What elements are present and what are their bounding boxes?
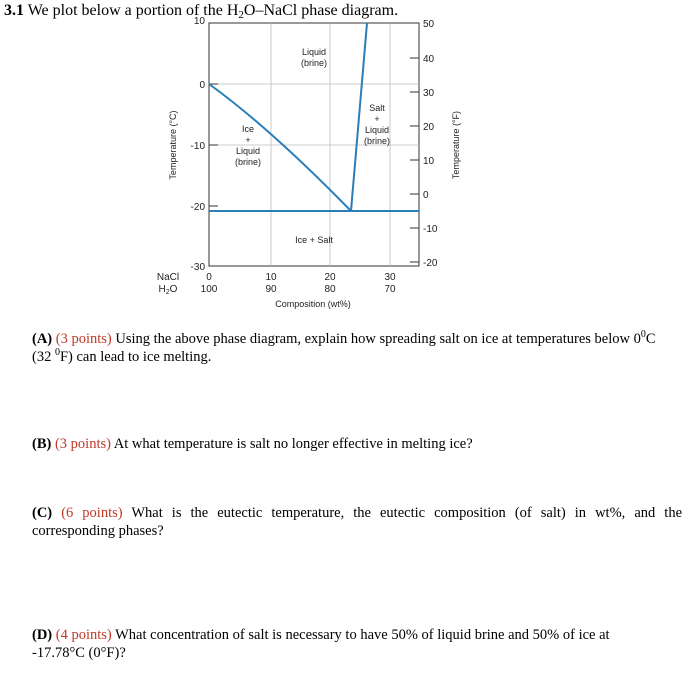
heading-subscript: 2	[238, 9, 244, 21]
salt-label-1: Salt	[369, 103, 385, 113]
question-b-points: (3 points)	[54, 436, 111, 452]
x-tick-nacl-30: 30	[384, 272, 396, 283]
f-tick-20: 20	[423, 122, 435, 133]
question-a	[32, 330, 682, 366]
question-a-sup-1: 0	[640, 329, 646, 340]
salt-label-4: (brine)	[363, 136, 391, 146]
y-tick-m30: -30	[190, 262, 205, 273]
y-tick-10: 10	[193, 16, 205, 27]
x-tick-nacl-0: 0	[206, 272, 212, 283]
ice-salt-label: Ice + Salt	[295, 235, 333, 245]
question-a-text-4: F) can lead to ice melting.	[59, 349, 212, 365]
salt-label-3: Liquid	[364, 125, 390, 135]
question-a-text-1: Using the above phase diagram, explain how spreading salt on ice at temperatures below 0	[115, 331, 641, 347]
question-d-label: (D)	[32, 627, 53, 643]
question-a-text-2: C	[645, 331, 656, 347]
question-c-points: (6 points)	[61, 505, 123, 521]
f-tick-50: 50	[423, 19, 435, 30]
region-labels	[235, 47, 390, 245]
x-row-label-nacl: NaCl	[156, 272, 180, 283]
x-axis-title: Composition (wt%)	[275, 299, 351, 309]
question-d-points: (4 points)	[55, 627, 112, 643]
question-b-label: (B)	[32, 436, 52, 452]
question-a-text-3: (32	[32, 349, 55, 365]
x-tick-nacl-20: 20	[324, 272, 336, 283]
heading-text-before: We plot below a portion of the H	[27, 2, 239, 19]
liquid-label-1: Liquid	[301, 47, 327, 57]
f-tick-30: 30	[423, 88, 435, 99]
ice-label-1: Ice	[241, 124, 255, 134]
x-tick-nacl-10: 10	[265, 272, 277, 283]
question-b-text: At what temperature is salt no longer effective in melting ice?	[113, 436, 473, 452]
f-tick-10: 10	[423, 156, 435, 167]
salt-liquidus-line	[351, 23, 367, 211]
f-tick-40: 40	[423, 54, 435, 65]
x-tick-h2o-90: 90	[265, 284, 277, 295]
ice-label-3: Liquid	[235, 146, 261, 156]
f-tick-m10: -10	[423, 224, 438, 235]
right-tick-labels	[423, 19, 438, 269]
x-row-label-h2o: $H_2O$	[158, 284, 178, 296]
heading-text-mid: O–NaCl phase diagram.	[243, 2, 399, 19]
right-axis-title: Temperature (°F)	[451, 110, 461, 180]
question-d-text-2: -17.78°C (0°F)?	[32, 645, 126, 661]
phase-diagram	[0, 0, 700, 320]
problem-number: 3.1	[4, 2, 24, 19]
f-tick-0: 0	[423, 190, 429, 201]
question-a-label: (A)	[32, 331, 53, 347]
salt-label-2: +	[374, 114, 380, 124]
question-b	[32, 435, 682, 453]
question-a-points: (3 points)	[55, 331, 112, 347]
right-axis-ticks	[410, 23, 419, 262]
f-tick-m20: -20	[423, 258, 438, 269]
left-axis-title: Temperature (°C)	[168, 110, 178, 180]
left-tick-labels	[191, 16, 206, 273]
x-tick-h2o-100: 100	[200, 284, 218, 295]
x-tick-labels	[157, 272, 396, 296]
ice-label-2: +	[245, 135, 251, 145]
y-tick-m20: -20	[190, 202, 205, 213]
question-d-text-1: What concentration of salt is necessary to have 50% of liquid brine and 50% of ice at	[115, 627, 610, 643]
question-c-text: What is the eutectic temperature, the eutectic composition (of salt) in wt%, and the corresponding phases?	[32, 505, 683, 539]
x-tick-h2o-80: 80	[324, 284, 336, 295]
left-axis-ticks	[209, 23, 218, 266]
ice-label-4: (brine)	[234, 157, 262, 167]
question-c-label: (C)	[32, 505, 53, 521]
y-tick-m10: -10	[190, 141, 205, 152]
x-tick-h2o-70: 70	[384, 284, 396, 295]
liquid-label-2: (brine)	[300, 58, 328, 68]
question-d	[32, 626, 682, 662]
y-tick-0: 0	[199, 80, 205, 91]
question-a-sup-2: 0	[54, 347, 60, 358]
question-c	[32, 504, 682, 540]
